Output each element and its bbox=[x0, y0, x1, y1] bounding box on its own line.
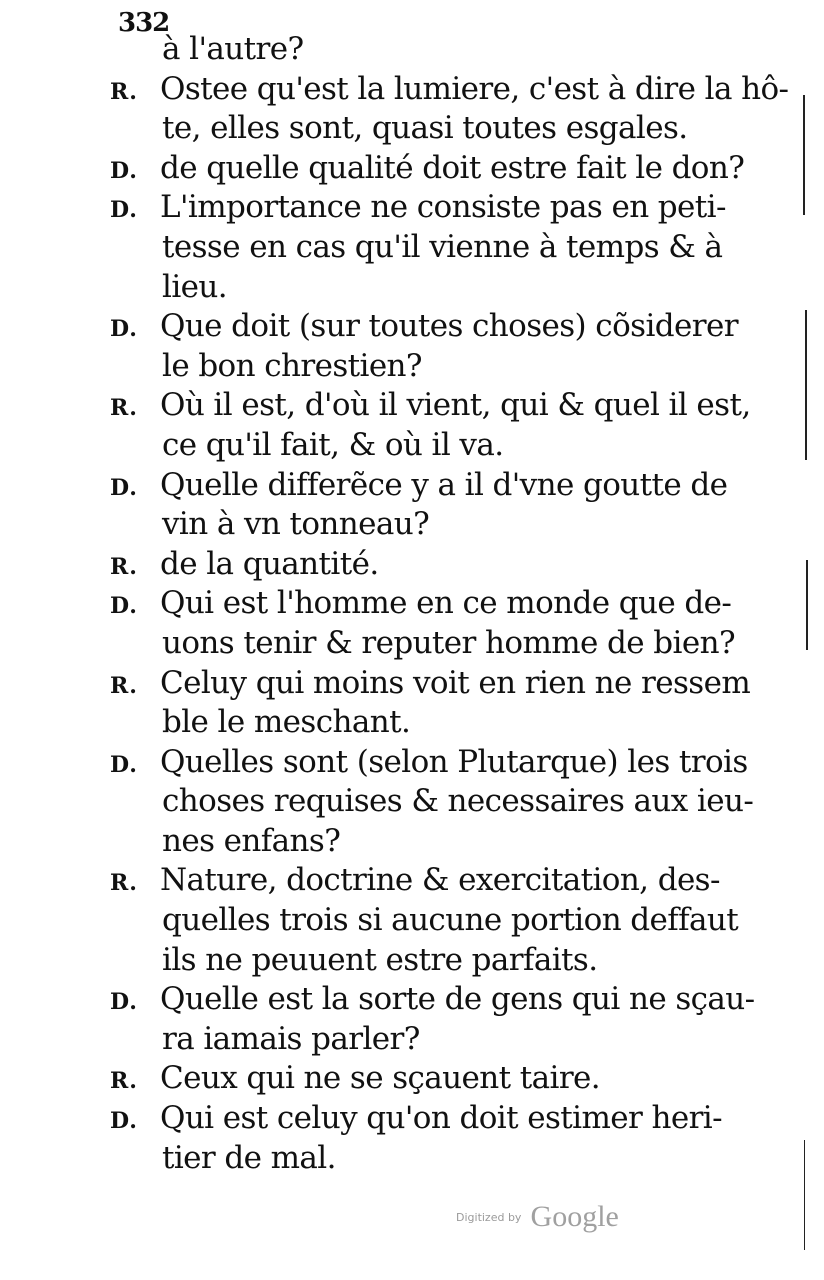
line-text: choses requises & necessaires aux ieu- bbox=[162, 783, 754, 820]
line-text: Qui est l'homme en ce monde que de- bbox=[160, 585, 732, 622]
question-marker: D. bbox=[110, 593, 138, 620]
line-text: Celuy qui moins voit en rien ne ressem bbox=[160, 664, 751, 701]
question-marker: D. bbox=[110, 197, 138, 224]
margin-rule-bottom bbox=[804, 1140, 805, 1250]
line-text: te, elles sont, quasi toutes esgales. bbox=[162, 110, 688, 147]
text-line bbox=[110, 1020, 770, 1060]
text-line bbox=[110, 782, 770, 822]
text-line bbox=[110, 664, 770, 704]
line-text: ils ne peuuent estre parfaits. bbox=[162, 941, 598, 978]
text-line bbox=[110, 584, 770, 624]
text-line bbox=[110, 426, 770, 466]
text-line bbox=[110, 188, 770, 228]
line-text: Qui est celuy qu'on doit estimer heri- bbox=[160, 1100, 722, 1137]
text-line bbox=[110, 822, 770, 862]
text-line bbox=[110, 545, 770, 585]
line-text: Quelles sont (selon Plutarque) les trois bbox=[160, 743, 748, 780]
text-line bbox=[110, 30, 770, 70]
text-line bbox=[110, 1059, 770, 1099]
line-text: lieu. bbox=[162, 268, 227, 305]
text-line bbox=[110, 228, 770, 268]
text-line bbox=[110, 347, 770, 387]
line-text: Quelle est la sorte de gens qui ne sçau- bbox=[160, 981, 755, 1018]
text-line bbox=[110, 703, 770, 743]
line-text: Où il est, d'où il vient, qui & quel il est, bbox=[160, 387, 751, 424]
question-marker: D. bbox=[110, 989, 138, 1016]
response-marker: R. bbox=[110, 870, 138, 897]
line-text: vin à vn tonneau? bbox=[162, 506, 430, 543]
text-block bbox=[110, 30, 789, 1178]
text-line bbox=[110, 268, 770, 308]
page-number: 332 bbox=[118, 8, 170, 38]
line-text: uons tenir & reputer homme de bien? bbox=[162, 624, 735, 661]
google-logo: Google bbox=[530, 1200, 619, 1233]
margin-rule-mid bbox=[805, 310, 807, 460]
digitized-label: Digitized by bbox=[456, 1210, 522, 1224]
digitized-footer bbox=[456, 1200, 619, 1234]
response-marker: R. bbox=[110, 553, 138, 580]
response-marker: R. bbox=[110, 1068, 138, 1095]
line-text: le bon chrestien? bbox=[162, 347, 422, 384]
text-line bbox=[110, 1099, 770, 1139]
line-text: Que doit (sur toutes choses) cõsiderer bbox=[160, 308, 738, 345]
response-marker: R. bbox=[110, 672, 138, 699]
question-marker: D. bbox=[110, 316, 138, 343]
text-line bbox=[110, 980, 770, 1020]
text-line bbox=[110, 109, 770, 149]
line-text: quelles trois si aucune portion deffaut bbox=[162, 902, 739, 939]
margin-rule-top bbox=[803, 95, 805, 215]
text-line bbox=[110, 386, 770, 426]
text-line bbox=[110, 307, 770, 347]
text-line bbox=[110, 861, 770, 901]
text-line bbox=[110, 149, 770, 189]
question-marker: D. bbox=[110, 1108, 138, 1135]
response-marker: R. bbox=[110, 78, 138, 105]
line-text: ble le meschant. bbox=[162, 704, 411, 741]
text-line bbox=[110, 624, 770, 664]
text-line bbox=[110, 941, 770, 981]
line-text: ra iamais parler? bbox=[162, 1020, 420, 1057]
line-text: ce qu'il fait, & où il va. bbox=[162, 426, 504, 463]
line-text: tesse en cas qu'il vienne à temps & à bbox=[162, 228, 723, 265]
line-text: à l'autre? bbox=[162, 31, 304, 67]
text-line bbox=[110, 505, 770, 545]
line-text: nes enfans? bbox=[162, 822, 341, 859]
question-marker: D. bbox=[110, 474, 138, 501]
line-text: Ostee qu'est la lumiere, c'est à dire la hô- bbox=[160, 70, 789, 107]
text-line bbox=[110, 466, 770, 506]
line-text: L'importance ne consiste pas en peti- bbox=[160, 189, 726, 226]
text-line bbox=[110, 743, 770, 783]
line-text: Ceux qui ne se sçauent taire. bbox=[160, 1060, 601, 1097]
line-text: tier de mal. bbox=[162, 1139, 336, 1176]
line-text: de quelle qualité doit estre fait le don? bbox=[160, 149, 745, 186]
line-text: de la quantité. bbox=[160, 545, 379, 582]
line-text: Nature, doctrine & exercitation, des- bbox=[160, 862, 720, 899]
line-text: Quelle differẽce y a il d'vne goutte de bbox=[160, 466, 728, 503]
question-marker: D. bbox=[110, 751, 138, 778]
question-marker: D. bbox=[110, 157, 138, 184]
text-line bbox=[110, 901, 770, 941]
text-line bbox=[110, 70, 789, 110]
text-line bbox=[110, 1139, 770, 1179]
margin-rule-low bbox=[806, 560, 808, 650]
response-marker: R. bbox=[110, 395, 138, 422]
